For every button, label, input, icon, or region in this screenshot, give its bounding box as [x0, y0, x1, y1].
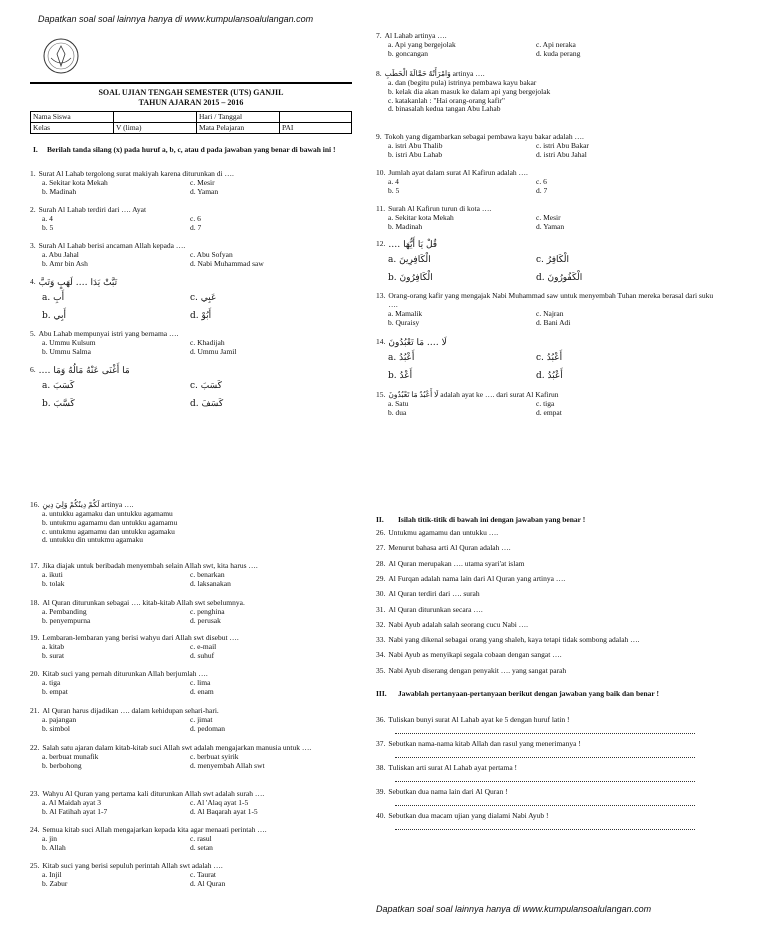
question-17 — [30, 562, 348, 589]
question-15 — [376, 391, 716, 418]
question-5 — [30, 330, 348, 357]
fill-in-question-28 — [376, 560, 721, 569]
section-3-instruction: III. Jawablah pertanyaan-pertanyaan berikut dengan jawaban yang baik dan benar ! — [376, 689, 659, 698]
answer-option[interactable]: b. كَسَّبَ — [42, 398, 75, 409]
question-number: 10. — [376, 168, 386, 177]
question-text: تَبَّتْ يَدَا …. لَهَبٍ وَتَبَّ — [38, 278, 118, 288]
footer-text: Dapatkan soal soal lainnya hanya di www.kumpulansoalulangan.com — [376, 904, 652, 914]
fill-in-question-27 — [376, 544, 721, 553]
question-text: Orang-orang kafir yang mengajak Nabi Muhammad saw untuk menyembah Tuhan mereka berasal dari suku …. — [388, 291, 714, 309]
question-number: 1. — [30, 169, 36, 178]
answer-option[interactable]: d. pedoman — [190, 723, 225, 733]
question-number: 36. — [376, 715, 386, 724]
answer-option[interactable]: b. Zabur — [42, 878, 68, 888]
answer-option[interactable]: d. menyembah Allah swt — [190, 760, 265, 770]
question-text: مَا أَغْنَى عَنْهُ مَالُهُ وَمَا …. — [38, 366, 130, 376]
answer-option[interactable]: b. berbohong — [42, 760, 82, 770]
answer-option[interactable]: d. binasalah kedua tangan Abu Lahab — [388, 104, 501, 114]
answer-option[interactable]: d. كَسَفَ — [190, 398, 224, 409]
question-text: Semua kitab suci Allah mengajarkan kepada kita agar menaati perintah …. — [42, 825, 267, 834]
answer-option[interactable]: c. tiga — [536, 398, 555, 408]
question-text: Al Quran diturunkan sebagai …. kitab-kitab Allah swt sebelumnya. — [42, 598, 245, 607]
question-number: 40. — [376, 811, 386, 820]
answer-option[interactable]: d. Al Quran — [190, 878, 226, 888]
answer-option[interactable]: a. 4 — [42, 213, 53, 223]
answer-line[interactable] — [395, 757, 695, 758]
question-number: 27. — [376, 543, 386, 553]
answer-option[interactable]: c. istri Abu Bakar — [536, 140, 589, 150]
question-9 — [376, 133, 716, 160]
question-11 — [376, 205, 716, 232]
answer-option[interactable]: d. Bani Adi — [536, 317, 571, 327]
answer-option[interactable]: d. suhuf — [190, 650, 215, 660]
question-number: 9. — [376, 132, 382, 141]
exam-title-2: TAHUN AJARAN 2015 – 2016 — [138, 98, 244, 107]
answer-option[interactable]: d. أَعْبُدُ — [536, 370, 563, 381]
question-text: Untukmu agamamu dan untukku …. — [388, 528, 499, 537]
answer-option[interactable]: a. untukku agamaku dan untukku agamamu — [42, 508, 173, 518]
essay-question-38 — [376, 764, 721, 773]
answer-option[interactable]: b. 5 — [42, 222, 54, 232]
question-number: 22. — [30, 743, 40, 752]
question-number: 28. — [376, 558, 386, 568]
hari-label: Hari / Tanggal — [197, 112, 280, 123]
answer-option[interactable]: d. empat — [536, 407, 562, 417]
answer-option[interactable]: a. istri Abu Thalib — [388, 140, 443, 150]
question-number: 11. — [376, 204, 386, 213]
answer-option[interactable]: a. pajangan — [42, 714, 77, 724]
answer-option[interactable]: b. Quraisy — [388, 317, 420, 327]
question-number: 17. — [30, 561, 40, 570]
answer-option[interactable]: c. e-mail — [190, 641, 217, 651]
question-number: 13. — [376, 291, 386, 300]
fill-in-question-35 — [376, 667, 721, 676]
question-text: Kitab suci yang berisi sepuluh perintah Allah swt adalah …. — [42, 861, 223, 870]
answer-option[interactable]: b. penyempurna — [42, 615, 91, 625]
fill-in-question-34 — [376, 651, 721, 660]
question-number: 34. — [376, 650, 386, 660]
question-text: Al Quran terdiri dari …. surah — [388, 589, 480, 599]
question-1 — [30, 170, 348, 197]
answer-option[interactable]: c. Abu Sofyan — [190, 249, 233, 259]
answer-option[interactable]: d. perusak — [190, 615, 221, 625]
answer-option[interactable]: c. jimat — [190, 714, 213, 724]
question-text: Salah satu ajaran dalam kitab-kitab suci Allah swt adalah mengajarkan manusia untuk …. — [42, 743, 312, 752]
question-23 — [30, 790, 348, 817]
answer-option[interactable]: c. Mesir — [536, 212, 561, 222]
answer-option[interactable]: d. Al Baqarah ayat 1-5 — [190, 806, 258, 816]
question-number: 33. — [376, 635, 386, 645]
question-text: Menurut bahasa arti Al Quran adalah …. — [388, 543, 511, 553]
fill-in-question-29 — [376, 575, 721, 584]
nama-label: Nama Siswa — [31, 112, 114, 123]
student-info-table — [30, 111, 352, 134]
question-text: لَا أَعْبُدُ مَا تَعْبُدُونَ adalah ayat ke …. dari surat Al Kafirun — [388, 390, 559, 399]
question-text: وَامْرَأَتُهُ حَمَّالَةَ الْحَطَبِ artinya …. — [384, 69, 485, 78]
answer-option[interactable]: c. Mesir — [190, 177, 215, 187]
answer-option[interactable]: b. Allah — [42, 842, 66, 852]
question-text: Tuliskan arti surat Al Lahab ayat pertama ! — [388, 763, 518, 772]
question-text: Al Lahab artinya …. — [384, 31, 447, 40]
answer-option[interactable]: a. Mamalik — [388, 308, 423, 318]
answer-option[interactable]: c. Al 'Alaq ayat 1-5 — [190, 797, 249, 807]
answer-option[interactable]: c. 6 — [536, 176, 547, 186]
question-7 — [376, 32, 716, 59]
question-12 — [376, 240, 716, 287]
question-number: 21. — [30, 706, 40, 715]
answer-option[interactable]: b. empat — [42, 686, 68, 696]
answer-option[interactable]: a. ikuti — [42, 569, 63, 579]
answer-option[interactable]: c. Najran — [536, 308, 564, 318]
question-number: 5. — [30, 329, 36, 338]
answer-option[interactable]: c. katakanlah : "Hai orang-orang kafir" — [388, 95, 505, 105]
answer-option[interactable]: a. Sekitar kota Mekah — [388, 212, 454, 222]
answer-option[interactable]: a. أَبِ — [42, 292, 65, 303]
question-text: Surah Al Lahab terdiri dari …. Ayat — [38, 205, 147, 214]
section-2-instruction: II. Isilah titik-titik di bawah ini dengan jawaban yang benar ! — [376, 515, 586, 524]
question-text: Al Quran diturunkan secara …. — [388, 604, 483, 614]
hari-value[interactable] — [280, 112, 352, 123]
question-text: Surah Al Lahab berisi ancaman Allah kepada …. — [38, 241, 186, 250]
question-number: 7. — [376, 31, 382, 40]
answer-option[interactable]: a. Sekitar kota Mekah — [42, 177, 108, 187]
question-number: 16. — [30, 500, 40, 509]
question-text: لَكُمْ دِينُكُمْ وَلِيَ دِينِ artinya …. — [42, 500, 134, 509]
answer-option[interactable]: c. كَسَبَ — [190, 380, 222, 391]
answer-option[interactable]: d. Yaman — [536, 221, 565, 231]
answer-option[interactable]: b. kelak dia akan masuk ke dalam api yang bergejolak — [388, 86, 551, 96]
answer-option[interactable]: d. Nabi Muhammad saw — [190, 258, 264, 268]
answer-option[interactable]: d. setan — [190, 842, 213, 852]
answer-option[interactable]: a. الْكَافِرِينَ — [388, 254, 431, 265]
answer-line[interactable] — [395, 805, 695, 806]
answer-option[interactable]: b. Amr bin Ash — [42, 258, 88, 268]
answer-option[interactable]: a. كَسَبَ — [42, 380, 75, 391]
answer-option[interactable]: b. أَبِي — [42, 310, 66, 321]
question-number: 15. — [376, 390, 386, 399]
answer-option[interactable]: b. untukmu agamamu dan untukku agamamu — [42, 517, 178, 527]
answer-line[interactable] — [395, 733, 695, 734]
question-text: Sebutkan dua nama lain dari Al Quran ! — [388, 787, 508, 796]
answer-option[interactable]: a. berbuat munafik — [42, 751, 99, 761]
answer-option[interactable]: d. Yaman — [190, 186, 219, 196]
question-number: 12. — [376, 239, 386, 248]
answer-option[interactable]: a. Abu Jahal — [42, 249, 79, 259]
question-10 — [376, 169, 716, 196]
question-8 — [376, 70, 716, 114]
question-text: قُلْ يَا أَيُّهَا …. — [388, 240, 438, 250]
question-number: 25. — [30, 861, 40, 870]
question-number: 29. — [376, 573, 386, 583]
question-16 — [30, 501, 348, 545]
answer-option[interactable]: d. Ummu Jamil — [190, 346, 237, 356]
question-18 — [30, 599, 348, 626]
question-text: Wahyu Al Quran yang pertama kali diturunkan Allah swt adalah surah …. — [42, 789, 265, 798]
answer-option[interactable]: c. Khadijah — [190, 337, 225, 347]
answer-option[interactable]: b. Ummu Salma — [42, 346, 91, 356]
answer-option[interactable]: c. أَعْبُدُ — [536, 352, 563, 363]
question-6 — [30, 366, 348, 413]
answer-option[interactable]: b. simbol — [42, 723, 70, 733]
question-22 — [30, 744, 348, 771]
question-number: 32. — [376, 619, 386, 629]
answer-option[interactable]: a. Ummu Kulsum — [42, 337, 96, 347]
answer-line[interactable] — [395, 781, 695, 782]
answer-option[interactable]: d. 7 — [190, 222, 202, 232]
question-number: 18. — [30, 598, 40, 607]
question-number: 24. — [30, 825, 40, 834]
answer-option[interactable]: c. 6 — [190, 213, 201, 223]
answer-option[interactable]: b. Madinah — [388, 221, 423, 231]
question-number: 2. — [30, 205, 36, 214]
question-number: 30. — [376, 589, 386, 599]
question-number: 23. — [30, 789, 40, 798]
question-4 — [30, 278, 348, 325]
question-text: Al Quran merupakan …. utama syari'at islam — [388, 558, 525, 568]
answer-option[interactable]: d. istri Abu Jahal — [536, 149, 587, 159]
question-text: Nabi Ayub as menyikapi segala cobaan dengan sangat …. — [388, 650, 562, 660]
question-number: 14. — [376, 337, 386, 346]
question-text: Al Furqan adalah nama lain dari Al Quran yang artinya …. — [388, 573, 566, 583]
question-number: 3. — [30, 241, 36, 250]
answer-option[interactable]: c. عَبِي — [190, 292, 217, 303]
answer-option[interactable]: d. laksanakan — [190, 578, 231, 588]
answer-option[interactable]: b. goncangan — [388, 48, 428, 58]
question-21 — [30, 707, 348, 734]
question-20 — [30, 670, 348, 697]
question-number: 8. — [376, 69, 382, 78]
answer-option[interactable]: b. dua — [388, 407, 407, 417]
question-number: 6. — [30, 365, 36, 374]
question-25 — [30, 862, 348, 889]
answer-option[interactable]: a. kitab — [42, 641, 65, 651]
answer-option[interactable]: a. أَعْبُدُ — [388, 352, 415, 363]
answer-option[interactable]: b. Al Fatihah ayat 1-7 — [42, 806, 108, 816]
fill-in-question-32 — [376, 621, 721, 630]
essay-question-37 — [376, 740, 721, 749]
answer-option[interactable]: c. الْكَافِرُ — [536, 254, 569, 265]
question-24 — [30, 826, 348, 853]
answer-option[interactable]: b. 5 — [388, 185, 400, 195]
question-text: Lembaran-lembaran yang berisi wahyu dari Allah swt disebut …. — [42, 633, 239, 642]
mapel-value: PAI — [280, 123, 352, 134]
question-text: Abu Lahab mempunyai istri yang bernama …. — [38, 329, 179, 338]
essay-question-36 — [376, 716, 721, 725]
section-1-instruction: I. Berilah tanda silang (x) pada huruf a, b, c, atau d pada jawaban yang benar di bawah ini ! — [33, 145, 336, 154]
question-text: Sebutkan dua macam ujian yang dialami Nabi Ayub ! — [388, 811, 549, 820]
answer-option[interactable]: d. enam — [190, 686, 214, 696]
question-text: Nabi Ayub adalah salah seorang cucu Nabi …. — [388, 619, 529, 629]
question-2 — [30, 206, 348, 233]
question-text: Nabi yang dikenal sebagai orang yang shaleh, kaya tetapi tidak sombong adalah …. — [388, 635, 640, 645]
answer-option[interactable]: c. lima — [190, 677, 211, 687]
question-text: Jika diajak untuk beribadah menyembah selain Allah swt, kita harus …. — [42, 561, 258, 570]
question-number: 19. — [30, 633, 40, 642]
answer-option[interactable]: a. 4 — [388, 176, 399, 186]
question-text: Al Quran harus dijadikan …. dalam kehidupan sehari-hari. — [42, 706, 219, 715]
question-text: Sebutkan nama-nama kitab Allah dan rasul yang menerimanya ! — [388, 739, 581, 748]
answer-option[interactable]: b. Madinah — [42, 186, 77, 196]
essay-question-39 — [376, 788, 721, 797]
answer-line[interactable] — [395, 829, 695, 830]
answer-option[interactable]: a. Injil — [42, 869, 62, 879]
question-number: 38. — [376, 763, 386, 772]
question-text: Kitab suci yang pernah diturunkan Allah berjumlah …. — [42, 669, 208, 678]
question-text: Nabi Ayub diserang dengan penyakit …. yang sangat parah — [388, 665, 567, 675]
essay-question-40 — [376, 812, 721, 821]
kelas-value: V (lima) — [114, 123, 197, 134]
kelas-label: Kelas — [31, 123, 114, 134]
answer-option[interactable]: b. surat — [42, 650, 65, 660]
question-text: Tokoh yang digambarkan sebagai pembawa kayu bakar adalah …. — [384, 132, 584, 141]
question-number: 4. — [30, 277, 36, 286]
question-text: Tuliskan bunyi surat Al Lahab ayat ke 5 dengan huruf latin ! — [388, 715, 570, 724]
fill-in-question-26 — [376, 529, 721, 538]
question-number: 31. — [376, 604, 386, 614]
answer-option[interactable]: c. berbuat syirik — [190, 751, 239, 761]
fill-in-question-31 — [376, 606, 721, 615]
answer-option[interactable]: b. tolak — [42, 578, 65, 588]
fill-in-question-30 — [376, 590, 721, 599]
answer-option[interactable]: a. Satu — [388, 398, 409, 408]
answer-option[interactable]: b. أَعْدُ — [388, 370, 413, 381]
mapel-label: Mata Pelajaran — [197, 123, 280, 134]
question-number: 39. — [376, 787, 386, 796]
answer-option[interactable]: c. untukmu agamamu dan untukku agamaku — [42, 526, 175, 536]
question-text: Surah Al Kafirun turun di kota …. — [388, 204, 492, 213]
answer-option[interactable]: a. Api yang bergejolak — [388, 39, 456, 49]
answer-option[interactable]: c. rasul — [190, 833, 212, 843]
answer-option[interactable]: a. Al Maidah ayat 3 — [42, 797, 101, 807]
answer-option[interactable]: b. istri Abu Lahab — [388, 149, 443, 159]
answer-option[interactable]: d. الْكَفُورُونَ — [536, 272, 583, 283]
nama-value[interactable] — [114, 112, 197, 123]
answer-option[interactable]: c. penghina — [190, 606, 225, 616]
answer-option[interactable]: c. Api neraka — [536, 39, 576, 49]
header-text: Dapatkan soal soal lainnya hanya di www.kumpulansoalulangan.com — [38, 14, 314, 24]
answer-option[interactable]: b. الْكَافِرُونَ — [388, 272, 433, 283]
answer-option[interactable]: a. jin — [42, 833, 57, 843]
answer-option[interactable]: a. tiga — [42, 677, 61, 687]
answer-option[interactable]: a. dan (begitu pula) istrinya pembawa kayu bakar — [388, 77, 537, 87]
question-text: Jumlah ayat dalam surat Al Kafirun adalah …. — [388, 168, 528, 177]
question-number: 35. — [376, 665, 386, 675]
question-text: لَا …. مَا تَعْبُدُونَ — [388, 338, 447, 348]
question-number: 26. — [376, 528, 386, 537]
answer-option[interactable]: a. Pembanding — [42, 606, 87, 616]
exam-title-1: SOAL UJIAN TENGAH SEMESTER (UTS) GANJIL — [98, 88, 284, 97]
question-number: 20. — [30, 669, 40, 678]
question-13 — [376, 292, 716, 327]
fill-in-question-33 — [376, 636, 721, 645]
answer-option[interactable]: d. untukku din untukmu agamaku — [42, 535, 144, 545]
answer-option[interactable]: d. 7 — [536, 185, 548, 195]
question-19 — [30, 634, 348, 661]
answer-option[interactable]: d. kuda perang — [536, 48, 581, 58]
answer-option[interactable]: c. benarkan — [190, 569, 225, 579]
question-14 — [376, 338, 716, 385]
answer-option[interactable]: c. Taurat — [190, 869, 216, 879]
answer-option[interactable]: d. أَبُوْ — [190, 310, 212, 321]
question-number: 37. — [376, 739, 386, 748]
question-text: Surat Al Lahab tergolong surat makiyah karena diturunkan di …. — [38, 169, 234, 178]
question-3 — [30, 242, 348, 269]
logo — [36, 34, 86, 78]
